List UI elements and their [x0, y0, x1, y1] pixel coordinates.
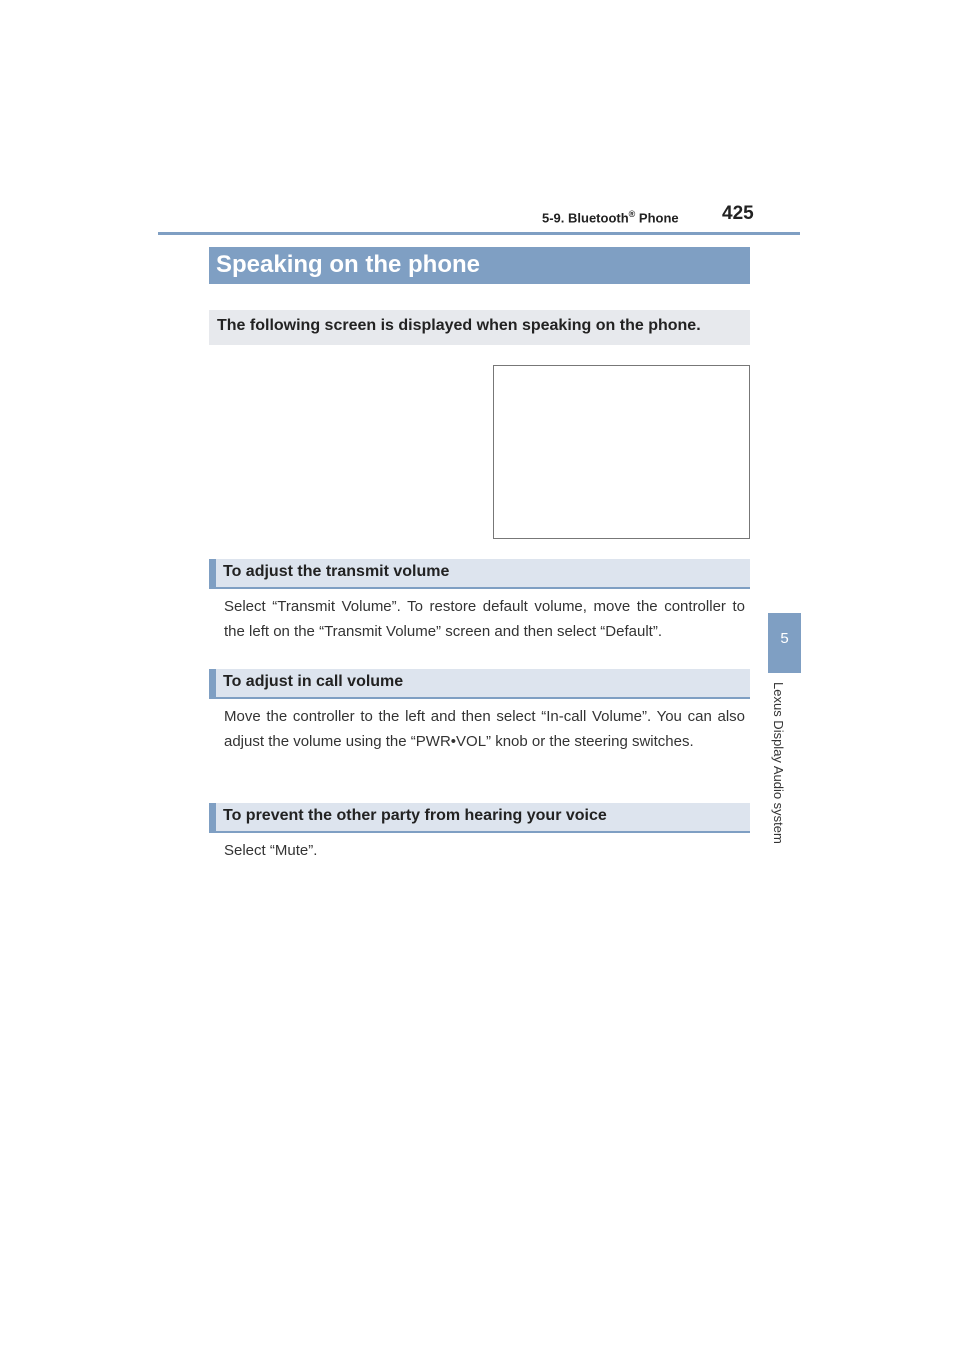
subheading-title: To prevent the other party from hearing your voice	[223, 807, 607, 824]
page-title: Speaking on the phone	[216, 251, 481, 278]
subheading-title: To adjust in call volume	[223, 673, 404, 690]
subheading-title: To adjust the transmit volume	[223, 563, 450, 580]
chapter-number: 5	[780, 630, 789, 647]
screen-illustration	[493, 365, 750, 539]
intro-bar	[209, 310, 750, 345]
intro-text: The following screen is displayed when speaking on the phone.	[217, 317, 701, 334]
subheading-mute	[209, 803, 750, 833]
registered-mark: ®	[628, 209, 636, 219]
transmit-volume-text: Select “Transmit Volume”. To restore default volume, move the controller to the left on the “Transmit Volume” screen and then select “Default”.	[224, 598, 745, 640]
subheading-accent	[209, 559, 216, 589]
subheading-accent	[209, 669, 216, 699]
in-call-volume-text: Move the controller to the left and then select “In-call Volume”. You can also adjust the volume using the “PWR•VOL” knob or the steering switches.	[224, 708, 745, 750]
section-suffix: Phone	[635, 210, 679, 226]
subheading-transmit-volume	[209, 559, 750, 589]
header-rule	[158, 232, 800, 235]
chapter-tab	[768, 613, 801, 673]
main-title-bar	[209, 247, 750, 284]
subheading-in-call-volume	[209, 669, 750, 699]
subheading-accent	[209, 803, 216, 833]
page-number: 425	[722, 203, 754, 224]
section-prefix: 5-9. Bluetooth	[542, 210, 629, 226]
header-section-title	[542, 209, 679, 225]
chapter-label: Lexus Display Audio system	[771, 682, 786, 844]
mute-text: Select “Mute”.	[224, 842, 318, 859]
